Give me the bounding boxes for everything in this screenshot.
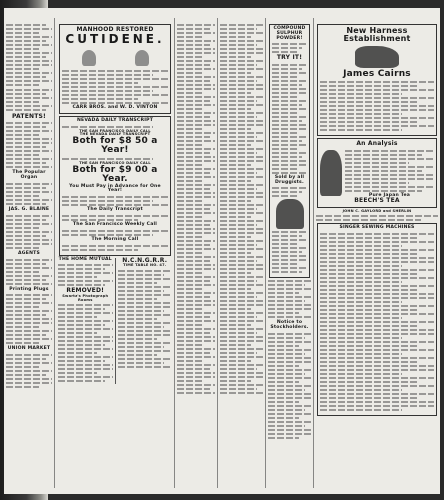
sf-daily-heading: THE SAN FRANCISCO DAILY CALL [79,128,151,133]
sf-daily-heading-2: THE SAN FRANCISCO DAILY CALL [79,160,151,165]
time-table-heading: TIME TABLE NO. 47. [123,262,167,267]
horse-icon [355,46,399,68]
analysis-heading: An Analysis [356,140,398,148]
column-5 [268,22,311,486]
tea-heading: Pure Japan Tea [368,192,411,198]
harness-heading: New Harness Establishment [343,26,411,44]
manhood-ad [59,24,171,114]
sulphur-heading: COMPOUND SULPHUR POWDER! [273,26,306,41]
popular-organ-heading: The Popular Organ [12,170,46,181]
carr-bros-line: CARR BROS. and W. D. VINTON [72,104,158,110]
transcript-ad [59,116,171,256]
removed-heading: REMOVED! [66,287,105,295]
daily-transcript: The Daily Transcript [87,207,143,213]
chinese-figure-icon [320,150,342,196]
column-3 [177,22,215,486]
photograph-heading: Swartz's Photograph Rooms [62,293,109,302]
column-6 [316,22,438,486]
cutidene-title: CUTIDENE. [65,32,165,47]
nevada-daily-heading: THE NEVADA DAILY TRANSCRIPT [79,132,151,137]
home-mutual-heading: THE HOME MUTUAL [58,256,112,262]
column-1 [6,22,52,486]
price-line-2: Both for $9 00 a Year. [72,164,158,185]
cairns-heading: James Cairns [343,68,411,79]
portrait-icon [82,50,96,66]
notice-heading: Notice to Stockholders. [270,320,309,331]
printing-heading: Printing Plugs [9,286,49,292]
gaylord-heading: JOHN C. GAYLORD and SHERLIN [342,208,412,213]
column-2 [58,22,172,486]
blaine-heading: JAS. G. BLAINE [8,206,50,212]
column-4 [220,22,263,486]
patents-heading: PATENTS! [12,113,46,120]
morning-call: The Morning Call [91,236,139,242]
sulphur-ad [269,24,310,278]
sold-by-druggists: Sold by all Druggists. [274,174,305,185]
try-it-heading: TRY IT! [276,54,303,62]
singer-heading: SINGER SEWING MACHINES [339,225,415,231]
railroad-heading: N.C.N.G.R.R. [122,256,168,264]
newspaper-page [4,8,440,494]
price-line-1: Both for $8 50 a Year! [72,136,158,156]
tea-ad [317,138,437,207]
union-market-heading: UNION MARKET [7,346,51,352]
portrait-engraving-icon [276,199,304,229]
agents-heading: AGENTS [18,250,40,256]
weekly-call: The San Francisco Weekly Call [72,222,158,227]
singer-ad [317,223,437,416]
transcript-heading: NEVADA DAILY TRANSCRIPT [76,117,154,123]
manhood-title: MANHOOD RESTORED [76,26,154,33]
harness-ad [317,24,437,136]
portrait-icon [135,50,149,66]
beech-heading: BEECH'S TEA [354,197,400,205]
pay-in-advance: You Must Pay in Advance for One Year! [69,183,161,194]
